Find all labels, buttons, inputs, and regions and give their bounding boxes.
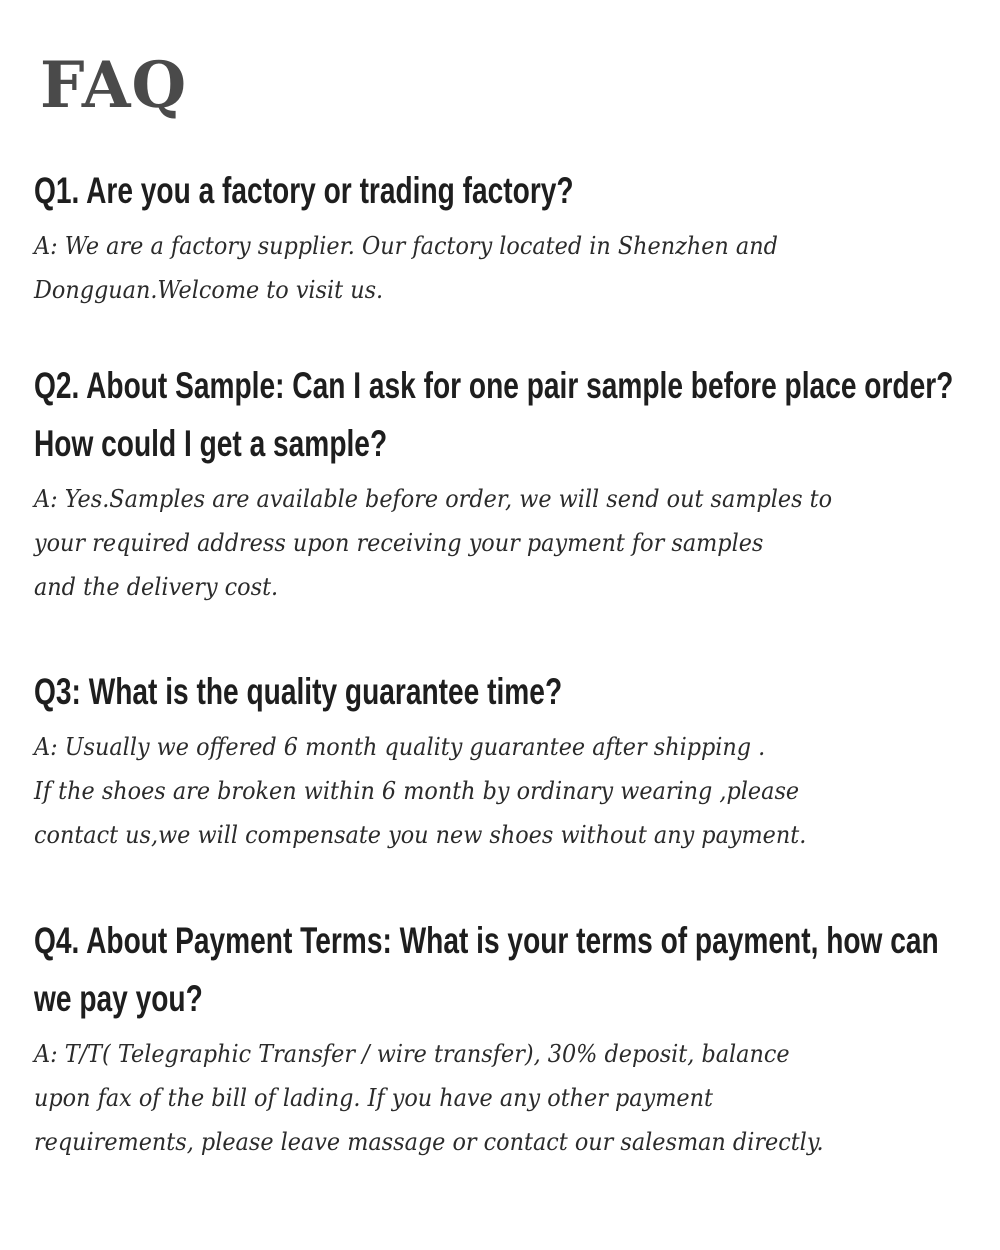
faq-item-2 — [34, 357, 974, 609]
faq-item-3 — [34, 663, 974, 857]
faq-answer-4: A: T/T( Telegraphic Transfer / wire transfer), 30% deposit, balance upon fax of the bill of lading. If you have any other payment requirements, please leave massage or contact our salesman directly. — [34, 1040, 824, 1156]
faq-question-3: Q3: What is the quality guarantee time? — [34, 671, 563, 712]
faq-question-2: Q2. About Sample: Can I ask for one pair sample before place order? How could I get a sample? — [34, 365, 954, 464]
faq-item-4 — [34, 912, 974, 1164]
faq-title: FAQ — [40, 48, 188, 123]
faq-answer-3: A: Usually we offered 6 month quality guarantee after shipping . If the shoes are broken within 6 month by ordinary wearing ,please contact us,we will compensate you new shoes without any payment. — [34, 733, 807, 849]
faq-item-1 — [34, 162, 974, 312]
faq-answer-1: A: We are a factory supplier. Our factory located in Shenzhen and Dongguan.Welcome to visit us. — [34, 232, 778, 304]
faq-question-4: Q4. About Payment Terms: What is your terms of payment, how can we pay you? — [34, 920, 939, 1019]
faq-answer-2: A: Yes.Samples are available before order, we will send out samples to your required address upon receiving your payment for samples and the delivery cost. — [34, 485, 833, 601]
faq-question-1: Q1. Are you a factory or trading factory? — [34, 170, 574, 211]
